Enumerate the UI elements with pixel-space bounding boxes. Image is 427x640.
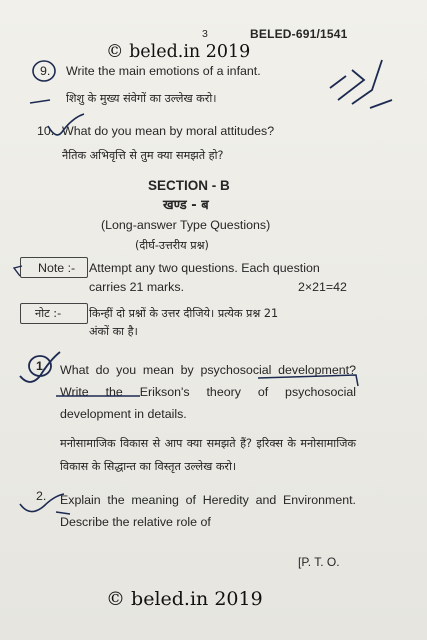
paper-code: BELED-691/1541 [250, 27, 348, 41]
watermark-bottom: © beled.in 2019 [106, 588, 263, 610]
q1-text-hi: मनोसामाजिक विकास से आप क्या समझते हैं? इरिक्स के मनोसामाजिक विकास के सिद्धान्त का विस्तृत उल्लेख करो। [60, 437, 356, 473]
q1-number: 1. [36, 359, 47, 373]
margin-scribble-4 [370, 100, 392, 108]
note-text-hindi-line2: अंकों का है। [89, 325, 138, 338]
q9-number: 9. [40, 64, 51, 78]
q1-text-en: What do you mean by psychosocial development? Write the Erikson's theory of psychosocial development in details. [60, 363, 356, 421]
q1-underline-mark [258, 375, 358, 386]
section-type-hindi: (दीर्घ-उत्तरीय प्रश्न) [135, 239, 209, 252]
margin-scribble-2 [338, 70, 364, 100]
note-bracket-mark [14, 266, 22, 276]
margin-scribble-3 [352, 60, 382, 104]
note-label: Note :- [38, 261, 76, 275]
watermark-top: © beled.in 2019 [106, 42, 251, 62]
note-text-hindi-line1: किन्हीं दो प्रश्नों के उत्तर दीजिये। प्रत्येक प्रश्न 21 [89, 307, 279, 320]
note-label-hindi: नोट :- [35, 307, 62, 320]
q10-text-hi: नैतिक अभिवृत्ति से तुम क्या समझते हो? [62, 149, 224, 162]
section-title: SECTION - B [148, 178, 230, 193]
q10-number: 10. [37, 124, 55, 138]
note-text-line2: carries 21 marks. [89, 280, 185, 294]
q10-check-mark [48, 114, 84, 135]
q2-number: 2. [36, 489, 47, 503]
pto-marker: [P. T. O. [298, 555, 340, 569]
q2-strike-mark [56, 512, 70, 514]
note-text-line1: Attempt any two questions. Each question [89, 261, 320, 275]
q9-tick-mark [30, 100, 50, 103]
note-marks: 2×21=42 [298, 280, 347, 294]
section-title-hindi: खण्ड - ब [163, 198, 209, 213]
page-number: 3 [202, 28, 208, 40]
q9-text-hi: शिशु के मुख्य संवेगों का उल्लेख करो। [66, 92, 217, 105]
q9-text-en: Write the main emotions of a infant. [66, 64, 261, 78]
q10-text-en: What do you mean by moral attitudes? [62, 124, 275, 138]
q9-circle-mark [33, 61, 55, 81]
q2-text-en: Explain the meaning of Heredity and Environment. Describe the relative role of [60, 493, 356, 529]
section-type: (Long-answer Type Questions) [101, 218, 271, 232]
q2-check-mark [20, 494, 64, 512]
margin-scribble-1 [330, 76, 346, 88]
